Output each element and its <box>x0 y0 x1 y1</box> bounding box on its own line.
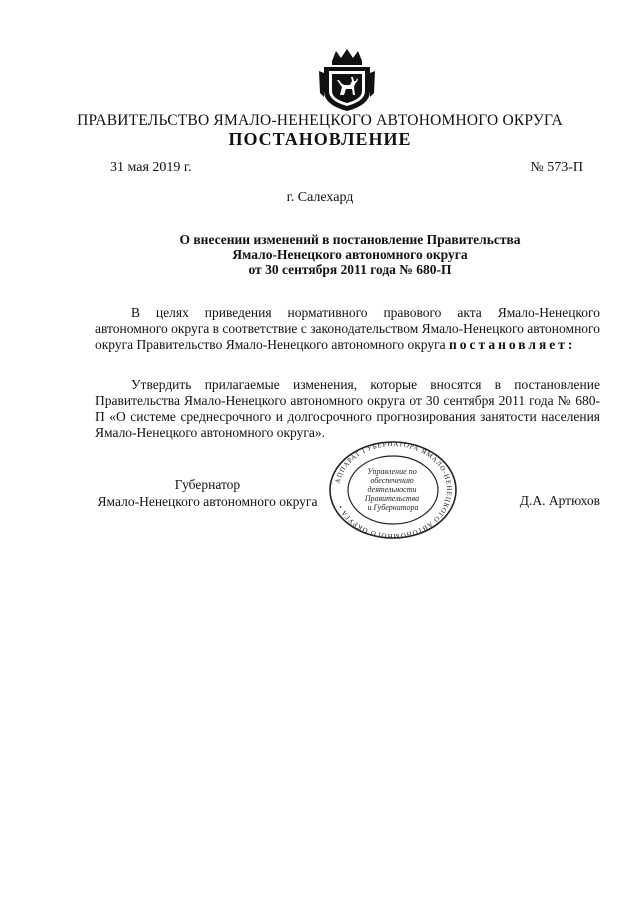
signatory-name: Д.А. Артюхов <box>519 493 600 508</box>
government-name: ПРАВИТЕЛЬСТВО ЯМАЛО-НЕНЕЦКОГО АВТОНОМНОГО ОКРУГА <box>77 112 563 129</box>
document-number: № 573-П <box>530 160 583 175</box>
document-date: 31 мая 2019 г. <box>110 160 192 175</box>
paragraph-text: В целях приведения нормативного правового акта Ямало-Ненецкого автономного округа в соответствие с законодательством Ямало-Ненецкого автономного округа Правительство Ямало-Ненецкого автономного округа <box>95 305 600 352</box>
position-line: Ямало-Ненецкого автономного округа <box>97 494 318 509</box>
document-city: г. Салехард <box>286 190 354 205</box>
body-paragraph: Утвердить прилагаемые изменения, которые вносятся в постановление Правительства Ямало-Ненецкого автономного округа от 30 сентября 2011 года № 680-П «О системе среднесрочного и долгосрочного прогнозирования занятости населения Ямало-Ненецкого автономного округа». <box>95 377 600 440</box>
svg-text:АППАРАТ ГУБЕРНАТОРА ЯМАЛО-НЕНЕ: АППАРАТ ГУБЕРНАТОРА ЯМАЛО-НЕНЕЦКОГО АВТОНОМНОГО ОКРУГА • <box>333 440 454 540</box>
signatory-position <box>95 476 320 510</box>
title-line: от 30 сентября 2011 года № 680-П <box>248 262 452 277</box>
position-line: Губернатор <box>174 477 241 492</box>
body-paragraph <box>95 305 600 353</box>
title-line: О внесении изменений в постановление Правительства <box>179 232 521 247</box>
decree-word: постановляет: <box>449 337 576 352</box>
coat-of-arms-icon <box>318 47 376 113</box>
official-seal-stamp <box>327 440 459 540</box>
title-line: Ямало-Ненецкого автономного округа <box>232 247 468 262</box>
document-type: ПОСТАНОВЛЕНИЕ <box>228 129 412 149</box>
document-title <box>120 232 580 277</box>
svg-text:Управление по обеспечени: Управление по обеспечению деятельности Правительства и Губернатора <box>364 467 420 512</box>
